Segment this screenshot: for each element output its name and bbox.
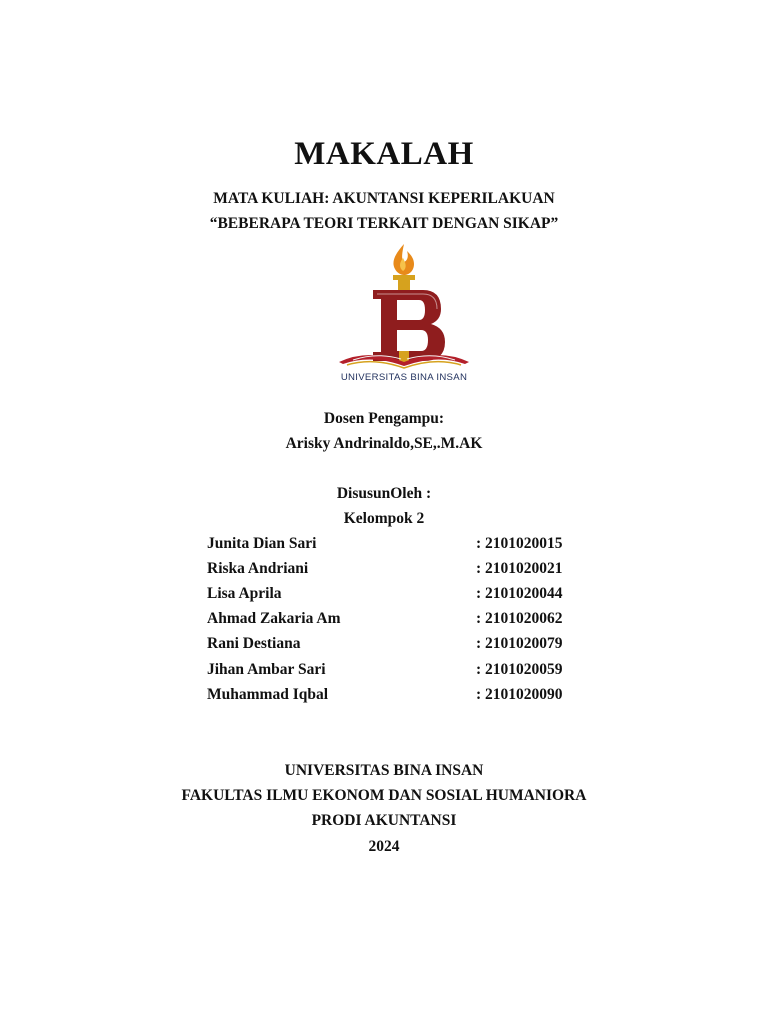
year: 2024	[368, 838, 400, 855]
member-nim: : 2101020021	[476, 560, 563, 577]
lecturer-label: Dosen Pengampu:	[323, 410, 445, 427]
flame-icon	[393, 244, 414, 275]
member-name: Muhammad Iqbal	[207, 686, 329, 703]
member-row	[0, 585, 768, 605]
university-name: UNIVERSITAS BINA INSAN	[284, 762, 484, 779]
member-name: Rani Destiana	[207, 635, 301, 652]
torch-top	[393, 275, 415, 280]
member-row	[0, 635, 768, 655]
member-name: Ahmad Zakaria Am	[207, 610, 341, 627]
member-row	[0, 661, 768, 681]
program-name: PRODI AKUNTANSI	[311, 812, 457, 829]
member-nim: : 2101020062	[476, 610, 563, 627]
topic-line: “BEBERAPA TEORI TERKAIT DENGAN SIKAP”	[209, 215, 559, 232]
logo-caption: UNIVERSITAS BINA INSAN	[340, 372, 468, 383]
member-row	[0, 535, 768, 555]
letter-b-icon	[373, 290, 445, 361]
university-logo	[329, 238, 479, 386]
group-label: Kelompok 2	[343, 510, 425, 527]
member-row	[0, 686, 768, 706]
member-nim: : 2101020079	[476, 635, 563, 652]
member-name: Lisa Aprila	[207, 585, 282, 602]
member-nim: : 2101020044	[476, 585, 563, 602]
lecturer-name: Arisky Andrinaldo,SE,.M.AK	[285, 435, 483, 452]
member-name: Jihan Ambar Sari	[207, 661, 326, 678]
document-title: MAKALAH	[294, 136, 474, 172]
member-row	[0, 560, 768, 580]
member-nim: : 2101020090	[476, 686, 563, 703]
authors-label: DisusunOleh :	[336, 485, 432, 502]
member-nim: : 2101020015	[476, 535, 563, 552]
torch-stem	[398, 280, 410, 290]
member-row	[0, 610, 768, 630]
faculty-name: FAKULTAS ILMU EKONOM DAN SOSIAL HUMANIORA	[181, 787, 587, 804]
member-name: Junita Dian Sari	[207, 535, 317, 552]
course-line: MATA KULIAH: AKUNTANSI KEPERILAKUAN	[213, 190, 555, 207]
member-name: Riska Andriani	[207, 560, 309, 577]
member-nim: : 2101020059	[476, 661, 563, 678]
